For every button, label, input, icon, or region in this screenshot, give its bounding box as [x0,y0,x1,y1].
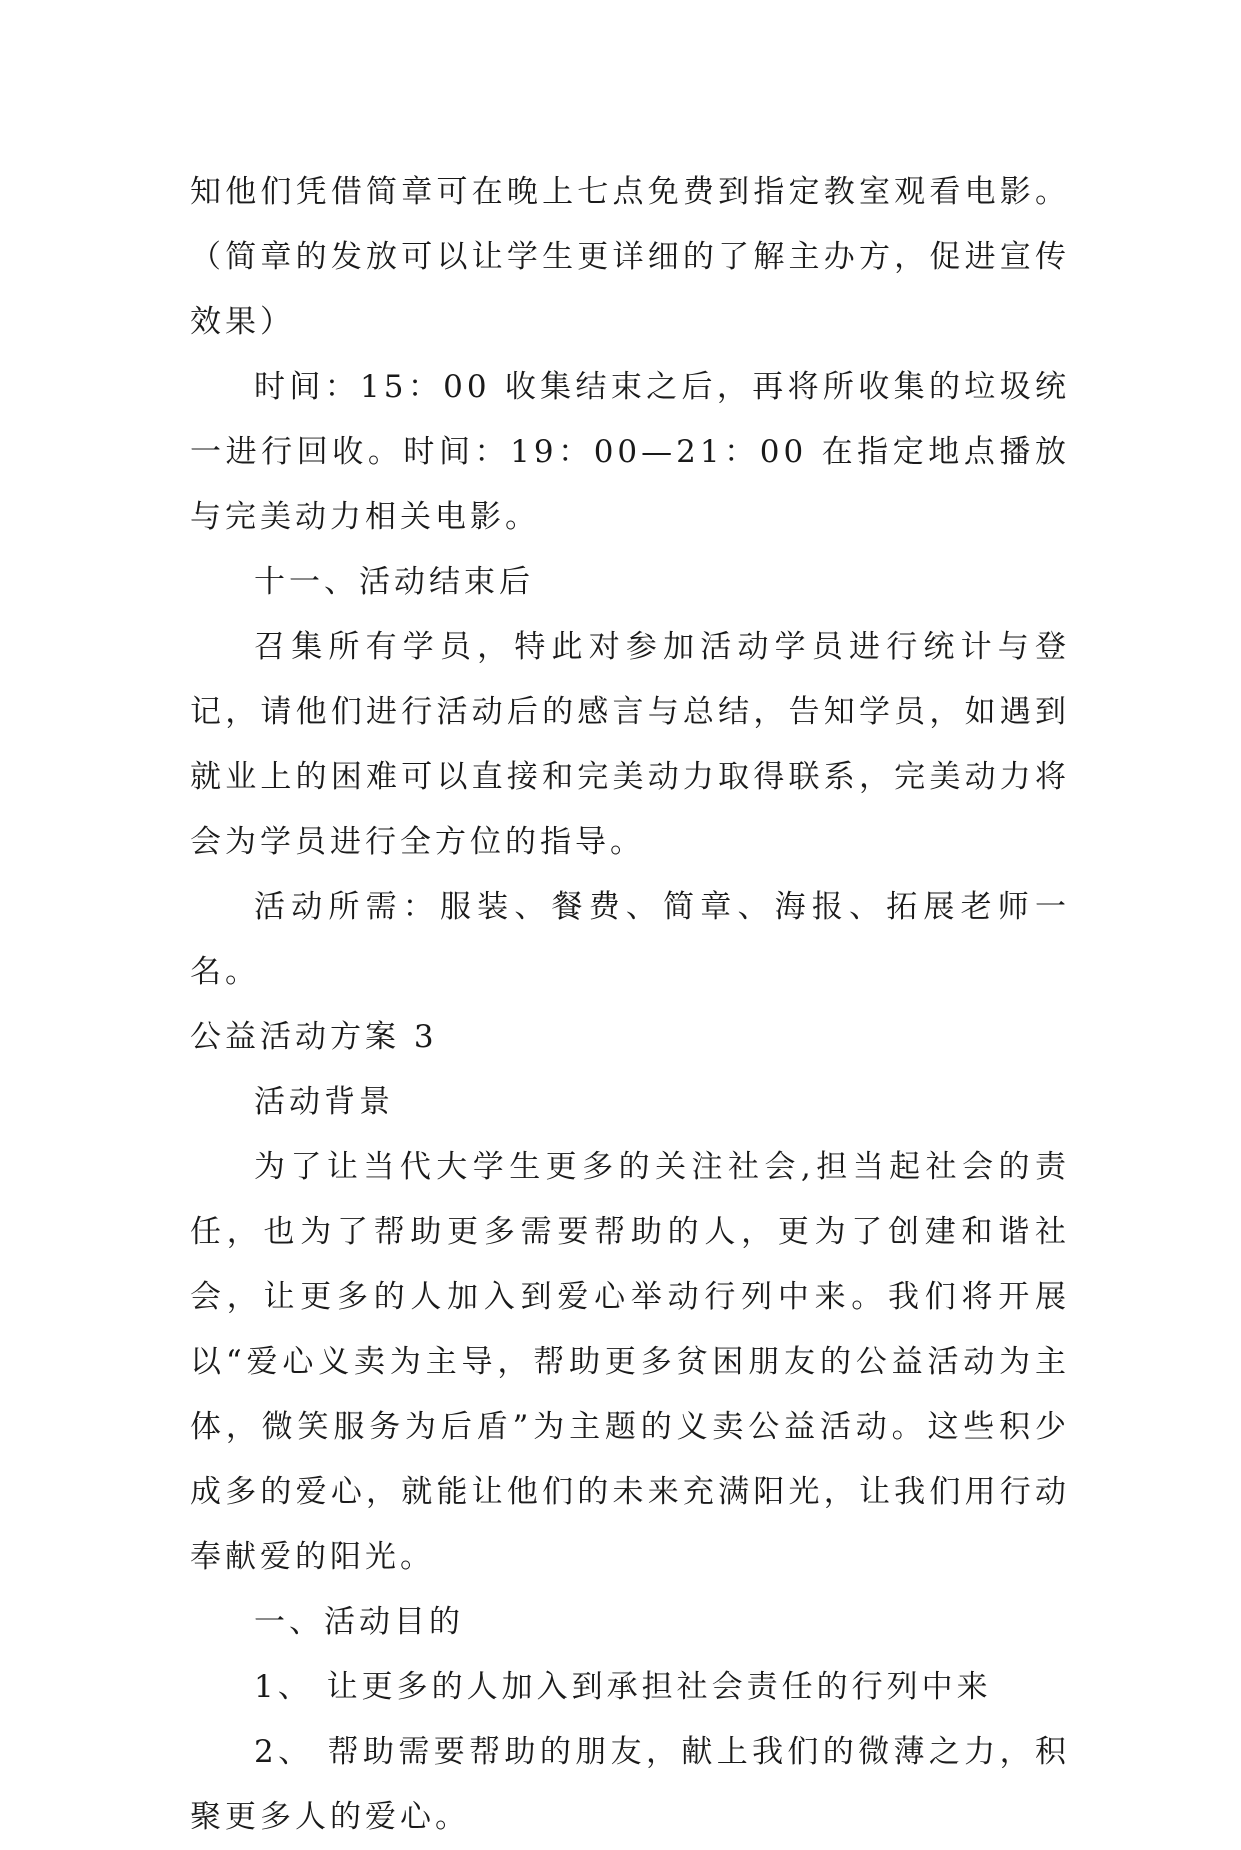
plan-title: 公益活动方案 3 [190,1019,438,1055]
paragraph-background: 为了让当代大学生更多的关注社会,担当起社会的责任，也为了帮助更多需要帮助的人，更为了创建和谐社会，让更多的人加入到爱心举动行列中来。我们将开展以“爱心义卖为主导，帮助更多贫困朋友的公益活动为主体，微笑服务为后盾”为主题的义卖公益活动。这些积少成多的爱心，就能让他们的未来充满阳光，让我们用行动奉献爱的阳光。 [190,1149,1070,1575]
section-heading-background: 活动背景 [254,1084,394,1120]
paragraph-movie-notice: 知他们凭借简章可在晚上七点免费到指定教室观看电影。（简章的发放可以让学生更详细的了解主办方，促进宣传效果） [190,174,1070,340]
paragraph-requirements: 活动所需：服装、餐费、简章、海报、拓展老师一名。 [190,889,1070,990]
paragraph-schedule: 时间：15：00 收集结束之后，再将所收集的垃圾统一进行回收。时间：19：00—21：00 在指定地点播放与完美动力相关电影。 [190,369,1070,535]
section-heading-after-activity: 十一、活动结束后 [254,564,534,600]
document-body [190,160,1070,1850]
list-item-purpose-2: 2、 帮助需要帮助的朋友，献上我们的微薄之力，积聚更多人的爱心。 [190,1734,1070,1835]
paragraph-after-activity: 召集所有学员，特此对参加活动学员进行统计与登记，请他们进行活动后的感言与总结，告知学员，如遇到就业上的困难可以直接和完美动力取得联系，完美动力将会为学员进行全方位的指导。 [190,629,1070,860]
list-item-purpose-1: 1、 让更多的人加入到承担社会责任的行列中来 [254,1669,992,1705]
section-heading-purpose: 一、活动目的 [254,1604,464,1640]
